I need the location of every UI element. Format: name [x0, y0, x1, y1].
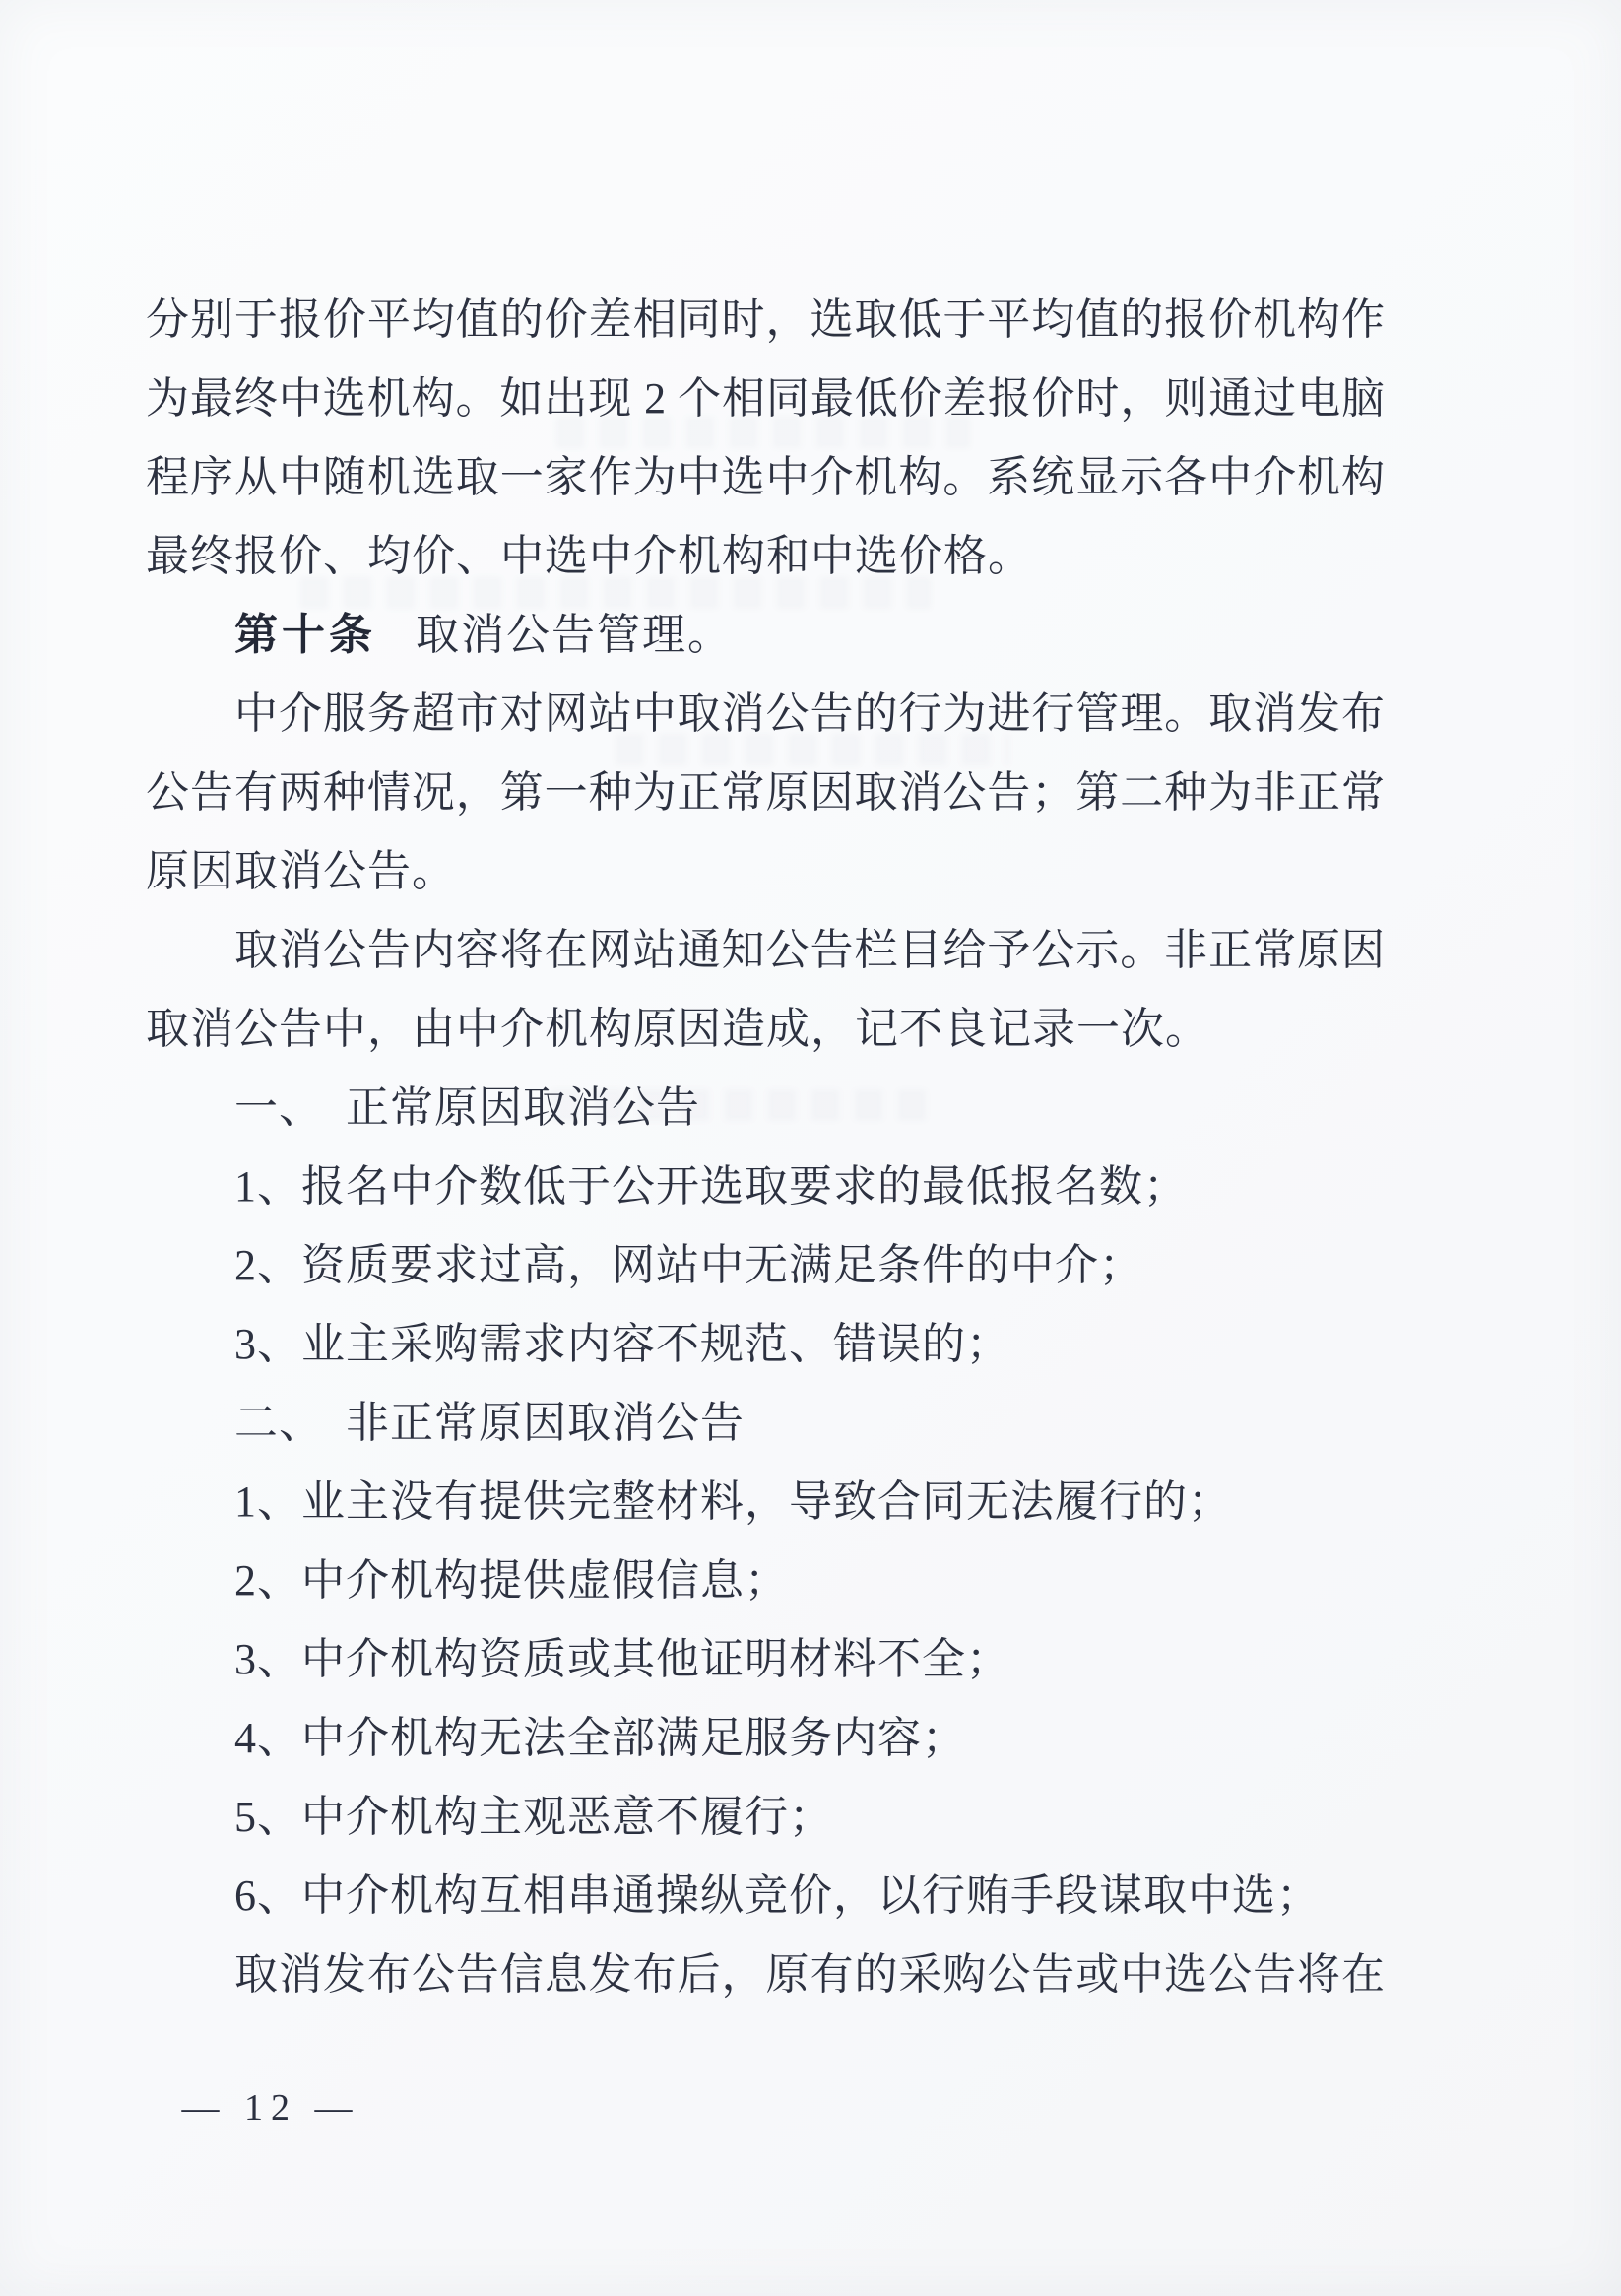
list-item: 3、中介机构资质或其他证明材料不全； [234, 1635, 1010, 1683]
paragraph-line: 取消公告中，由中介机构原因造成，记不良记录一次。 [146, 1005, 1209, 1053]
page-number: — 12 — [181, 2087, 360, 2129]
paragraph-line: 分别于报价平均值的价差相同时，选取低于平均值的报价机构作 [146, 295, 1385, 344]
list-section-header: 一、 正常原因取消公告 [234, 1083, 700, 1132]
list-item: 5、中介机构主观恶意不履行； [234, 1793, 833, 1841]
document-body [146, 281, 1385, 2014]
list-item: 2、中介机构提供虚假信息； [234, 1556, 789, 1605]
paragraph-line: 程序从中随机选取一家作为中选中介机构。系统显示各中介机构 [146, 453, 1385, 501]
list-item: 2、资质要求过高，网站中无满足条件的中介； [234, 1241, 1143, 1289]
paragraph-line: 原因取消公告。 [146, 847, 456, 895]
list-item: 4、中介机构无法全部满足服务内容； [234, 1714, 966, 1762]
paragraph-line: 取消发布公告信息发布后，原有的采购公告或中选公告将在 [234, 1950, 1385, 1999]
paragraph-line: 取消公告内容将在网站通知公告栏目给予公示。非正常原因 [234, 926, 1385, 974]
list-item: 1、报名中介数低于公开选取要求的最低报名数； [234, 1162, 1188, 1211]
list-item: 3、业主采购需求内容不规范、错误的； [234, 1320, 1010, 1368]
paragraph-line: 公告有两种情况，第一种为正常原因取消公告；第二种为非正常 [146, 768, 1385, 817]
article-title: 取消公告管理。 [416, 611, 733, 659]
paragraph-line: 最终报价、均价、中选中介机构和中选价格。 [146, 532, 1032, 580]
list-item: 1、业主没有提供完整材料，导致合同无法履行的； [234, 1477, 1232, 1526]
list-item: 6、中介机构互相串通操纵竞价，以行贿手段谋取中选； [234, 1871, 1321, 1920]
article-heading [146, 596, 1385, 675]
list-section-header: 二、 非正常原因取消公告 [234, 1399, 745, 1447]
article-number: 第十条 [234, 611, 376, 659]
paragraph-line: 中介服务超市对网站中取消公告的行为进行管理。取消发布 [234, 689, 1385, 738]
paragraph-line: 为最终中选机构。如出现 2 个相同最低价差报价时，则通过电脑 [146, 374, 1385, 423]
